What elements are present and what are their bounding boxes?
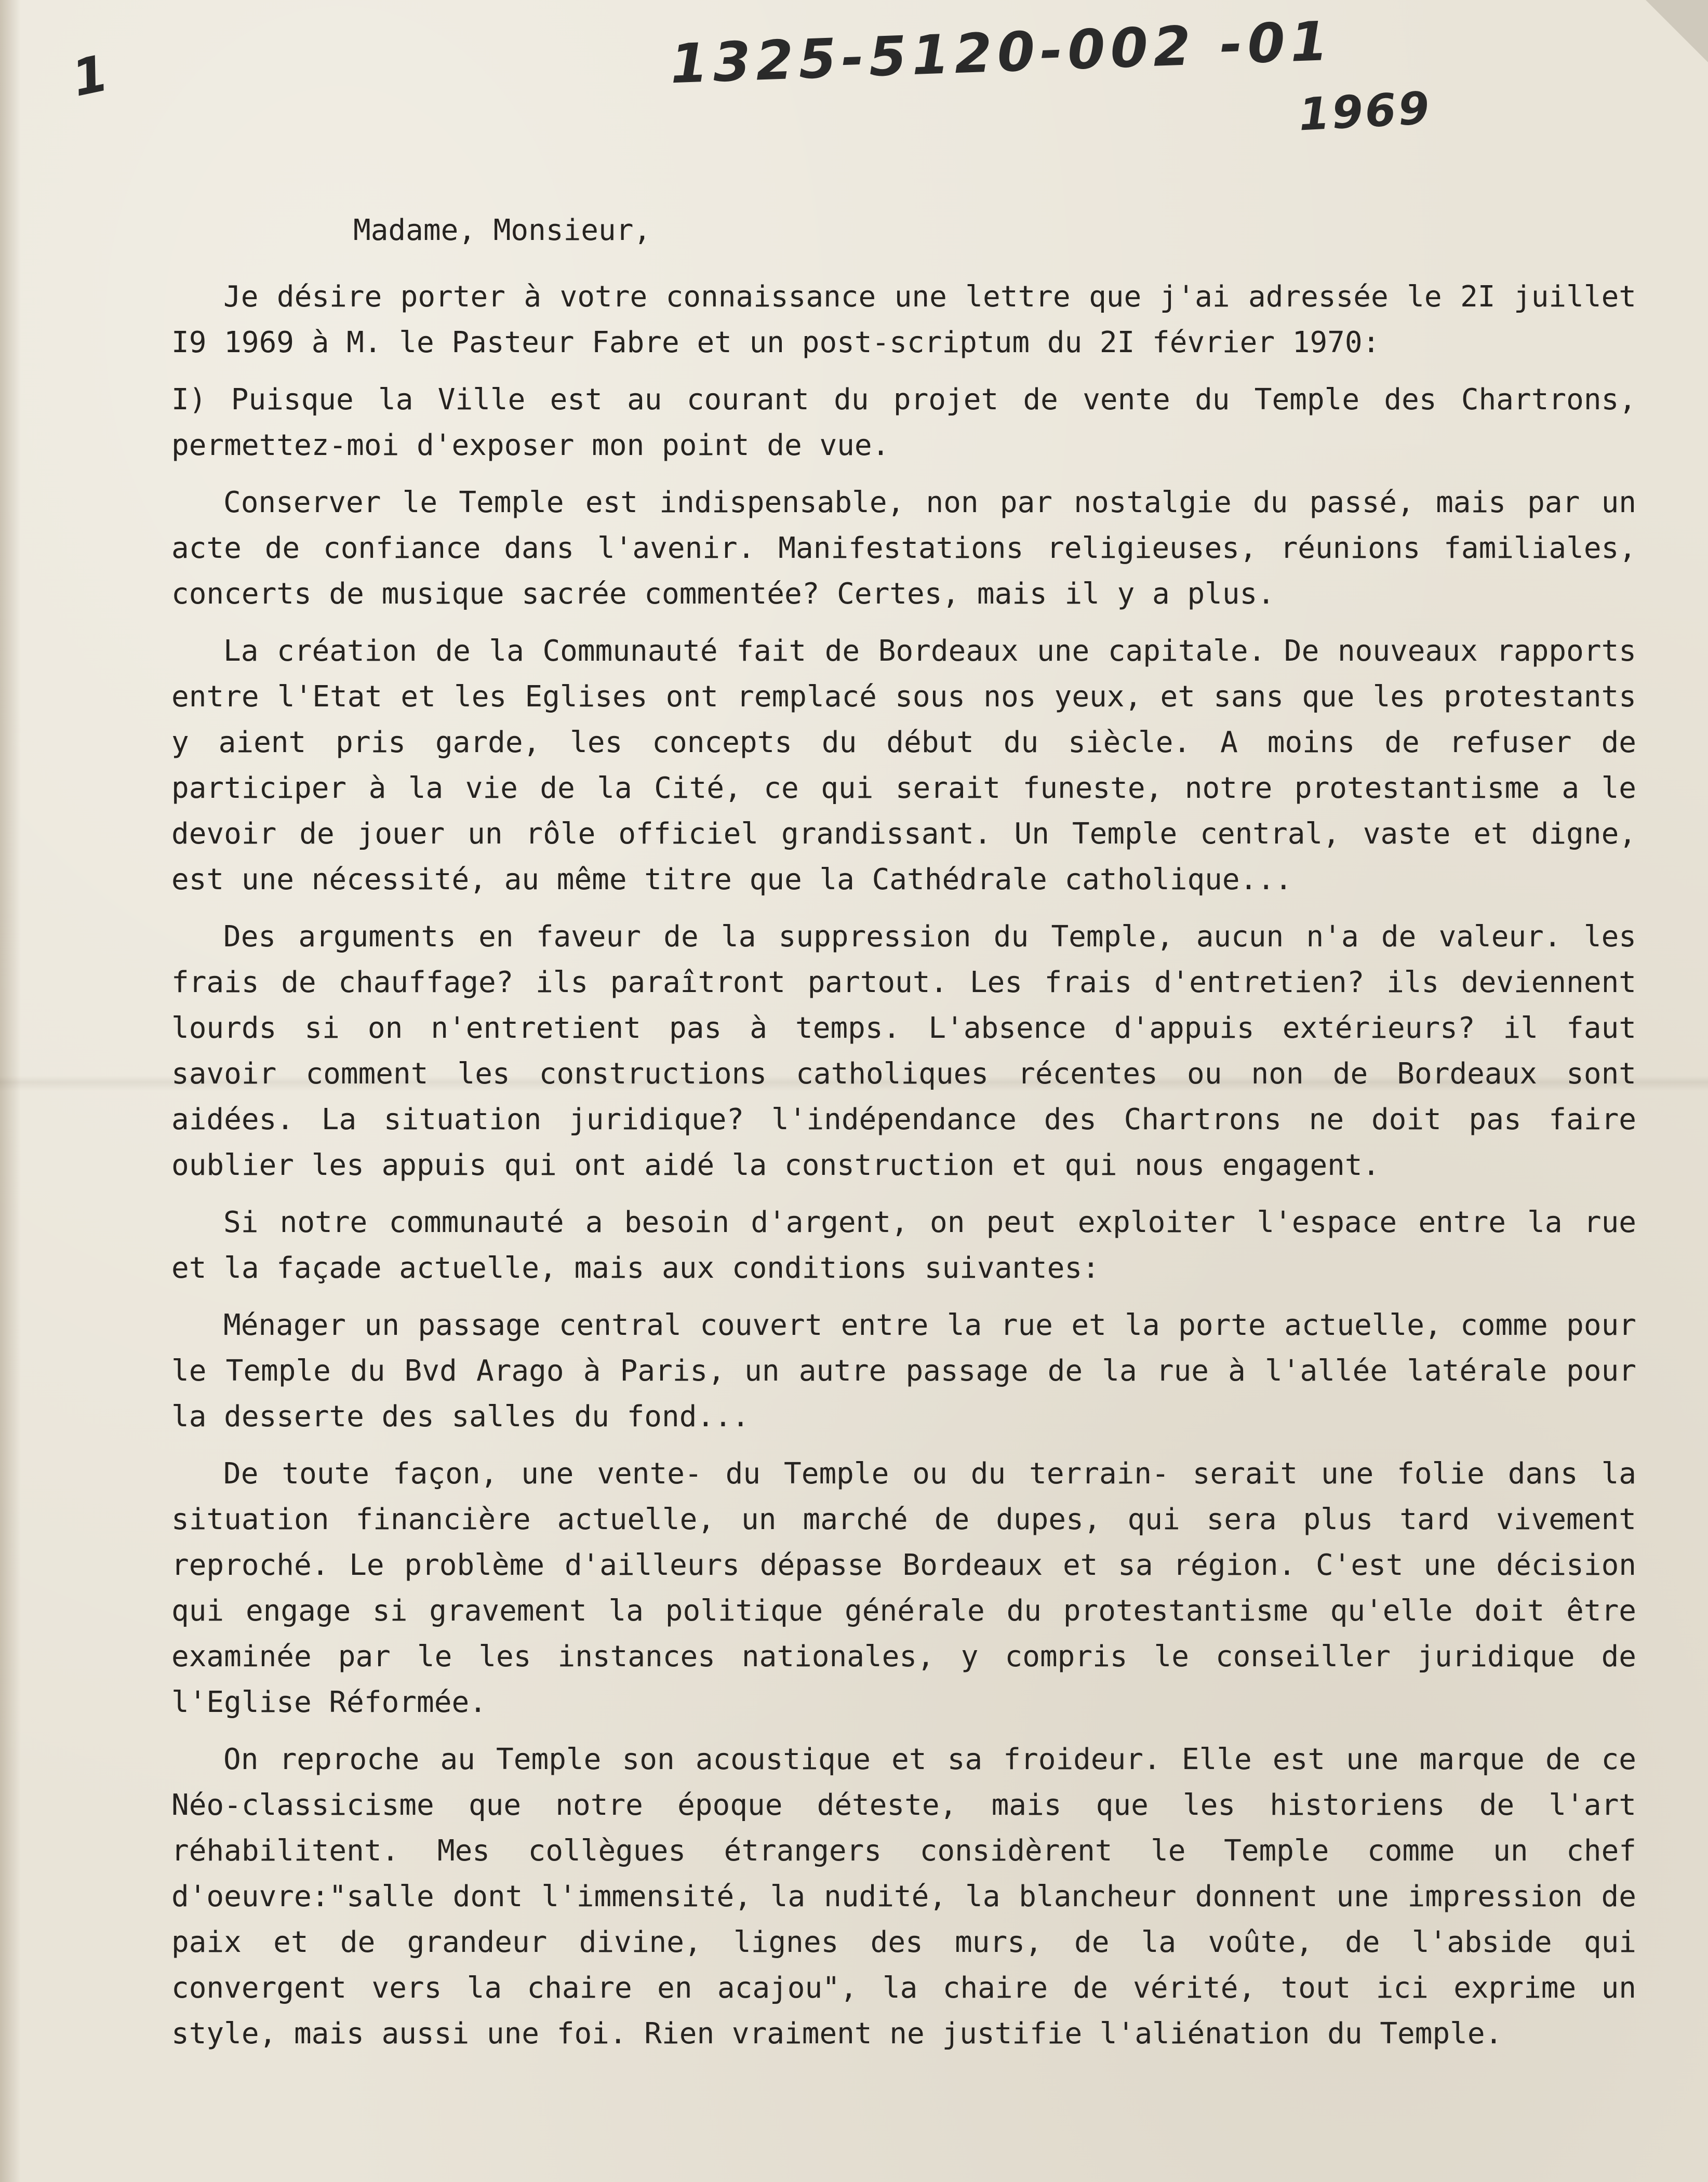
paragraph-communaute: La création de la Communauté fait de Bordeaux une capitale. De nouveaux rapports entre l'Etat et les Eglises ont remplacé sous nos yeux, et sans que les protestants y aient pris garde, les concepts du début du siècle. A moins de refuser de participer à la vie de la Cité, ce qui serait funeste, notre protestantisme a le devoir de jouer un rôle officiel grandissant. Un Temple central, vaste et digne, est une nécessité, au même titre que la Cathédrale catholique... [171,634,1636,896]
paper-edge-wear [0,0,21,2182]
handwritten-year: 1969 [1297,82,1433,141]
folded-corner [1646,0,1708,62]
greeting: Madame, Monsieur, [353,213,651,247]
letter-body [171,208,1636,2068]
paragraph-point-1: I) Puisque la Ville est au courant du projet de vente du Temple des Chartrons, permettez-moi d'exposer mon point de vue. [171,383,1636,462]
paragraph-vente: De toute façon, une vente- du Temple ou du terrain- serait une folie dans la situation financière actuelle, un marché de dupes, qui sera plus tard vivement reproché. Le problème d'ailleurs dépasse Bordeaux et sa région. C'est une décision qui engage si gravement la politique générale du protestantisme qu'elle doit être examinée par le les instances nationales, y compris le conseiller juridique de l'Eglise Réformée. [171,1457,1636,1719]
paragraph-arguments: Des arguments en faveur de la suppression du Temple, aucun n'a de valeur. les frais de chauffage? ils paraîtront partout. Les frais d'entretien? ils deviennent lourds si on n'entretient pas à temps. L'absence d'appuis extérieurs? il faut savoir comment les constructions catholiques récentes ou non de Bordeaux sont aidées. La situation juridique? l'indépendance des Chartrons ne doit pas faire oublier les appuis qui ont aidé la construction et qui nous engagent. [171,920,1636,1182]
handwritten-archive-reference: 1325-5120-002 -01 [669,9,1335,96]
paragraph-conserver: Conserver le Temple est indispensable, non par nostalgie du passé, mais par un acte de confiance dans l'avenir. Manifestations religieuses, réunions familiales, concerts de musique sacrée commentée? Certes, mais il y a plus. [171,486,1636,611]
paragraph-passage: Ménager un passage central couvert entre la rue et la porte actuelle, comme pour le Temple du Bvd Arago à Paris, un autre passage de la rue à l'allée latérale pour la desserte des salles du fond... [171,1308,1636,1434]
paragraph-intro: Je désire porter à votre connaissance une lettre que j'ai adressée le 2I juillet I9 1969 à M. le Pasteur Fabre et un post-scriptum du 2I février 1970: [171,280,1636,359]
paragraph-argent: Si notre communauté a besoin d'argent, on peut exploiter l'espace entre la rue et la façade actuelle, mais aux conditions suivantes: [171,1206,1636,1285]
paragraph-acoustique: On reproche au Temple son acoustique et sa froideur. Elle est une marque de ce Néo-classicisme que notre époque déteste, mais que les historiens de l'art réhabilitent. Mes collègues étrangers considèrent le Temple comme un chef d'oeuvre:"salle dont l'immensité, la nudité, la blancheur donnent une impression de paix et de grandeur divine, lignes des murs, de la voûte, de l'abside qui convergent vers la chaire en acajou", la chaire de vérité, tout ici exprime un style, mais aussi une foi. Rien vraiment ne justifie l'aliénation du Temple. [171,1743,1636,2051]
handwritten-page-mark: 1 [67,44,113,108]
